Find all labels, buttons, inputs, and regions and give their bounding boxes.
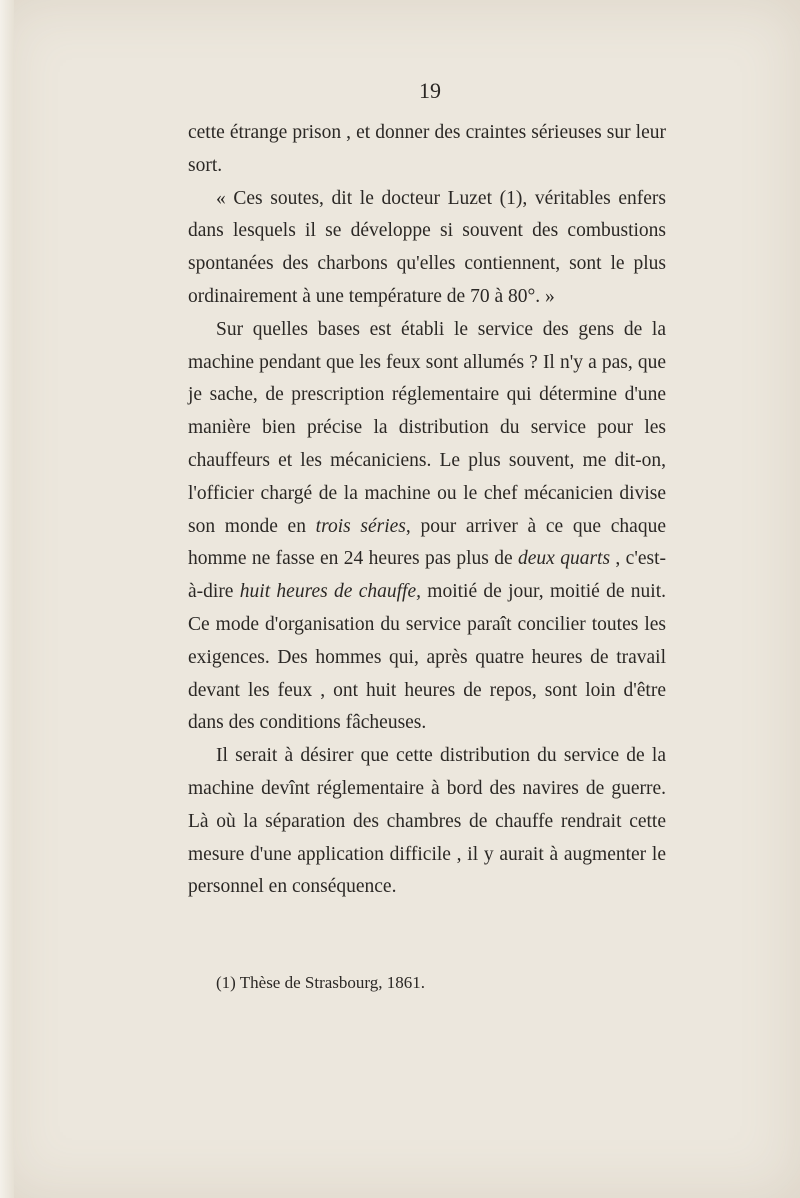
paragraph-3-text-d: moitié de jour, moitié de nuit. Ce mode d'organisation du service paraît concilier toutes les exigences. Des hommes qui, après quatre heures de travail devant les feux , ont huit heures de repos, sont loin d'être dans des conditions fâcheuses.	[188, 581, 666, 734]
paragraph-4-text: Il serait à désirer que cette distribution du service de la machine devînt réglementaire à bord des navires de guerre. Là où la séparation des chambres de chauffe rendrait cette mesure d'une application difficile , il y aurait à augmenter le personnel en conséquence.	[188, 745, 666, 898]
paragraph-1	[188, 117, 666, 183]
paragraph-3-text-c: , c'est-à-dire	[188, 548, 667, 603]
paragraph-3-text-b: , pour arriver à ce que chaque homme ne fasse en 24 heures pas plus de	[188, 515, 666, 570]
body-text	[188, 117, 666, 904]
paragraph-4	[188, 740, 666, 904]
paragraph-3-italic-c: huit heures de chauffe,	[239, 581, 421, 603]
paragraph-2-text: « Ces soutes, dit le docteur Luzet (1), véritables enfers dans lesquels il se développe si souvent des combustions spontanées des charbons qu'elles contiennent, sont le plus ordinairement à une température de 70 à 80°. »	[188, 187, 666, 307]
paragraph-3-italic-b: deux quarts	[518, 548, 611, 570]
page-number: 19	[419, 78, 441, 103]
paragraph-3	[188, 314, 666, 740]
paragraph-1-text: cette étrange prison , et donner des craintes sérieuses sur leur sort.	[188, 122, 666, 176]
page-left-edge	[0, 0, 14, 1198]
paragraph-3-text-a: Sur quelles bases est établi le service des gens de la machine pendant que les feux sont allumés ? Il n'y a pas, que je sache, de prescription réglementaire qui détermine d'une manière bien précise la distribution du service pour les chauffeurs et les mécaniciens. Le plus souvent, me dit-on, l'officier chargé de la machine ou le chef mécanicien divise son monde en	[188, 318, 666, 537]
paragraph-2	[188, 183, 666, 314]
footnote: (1) Thèse de Strasbourg, 1861.	[216, 973, 426, 992]
paragraph-3-italic-a: trois séries	[315, 515, 406, 537]
